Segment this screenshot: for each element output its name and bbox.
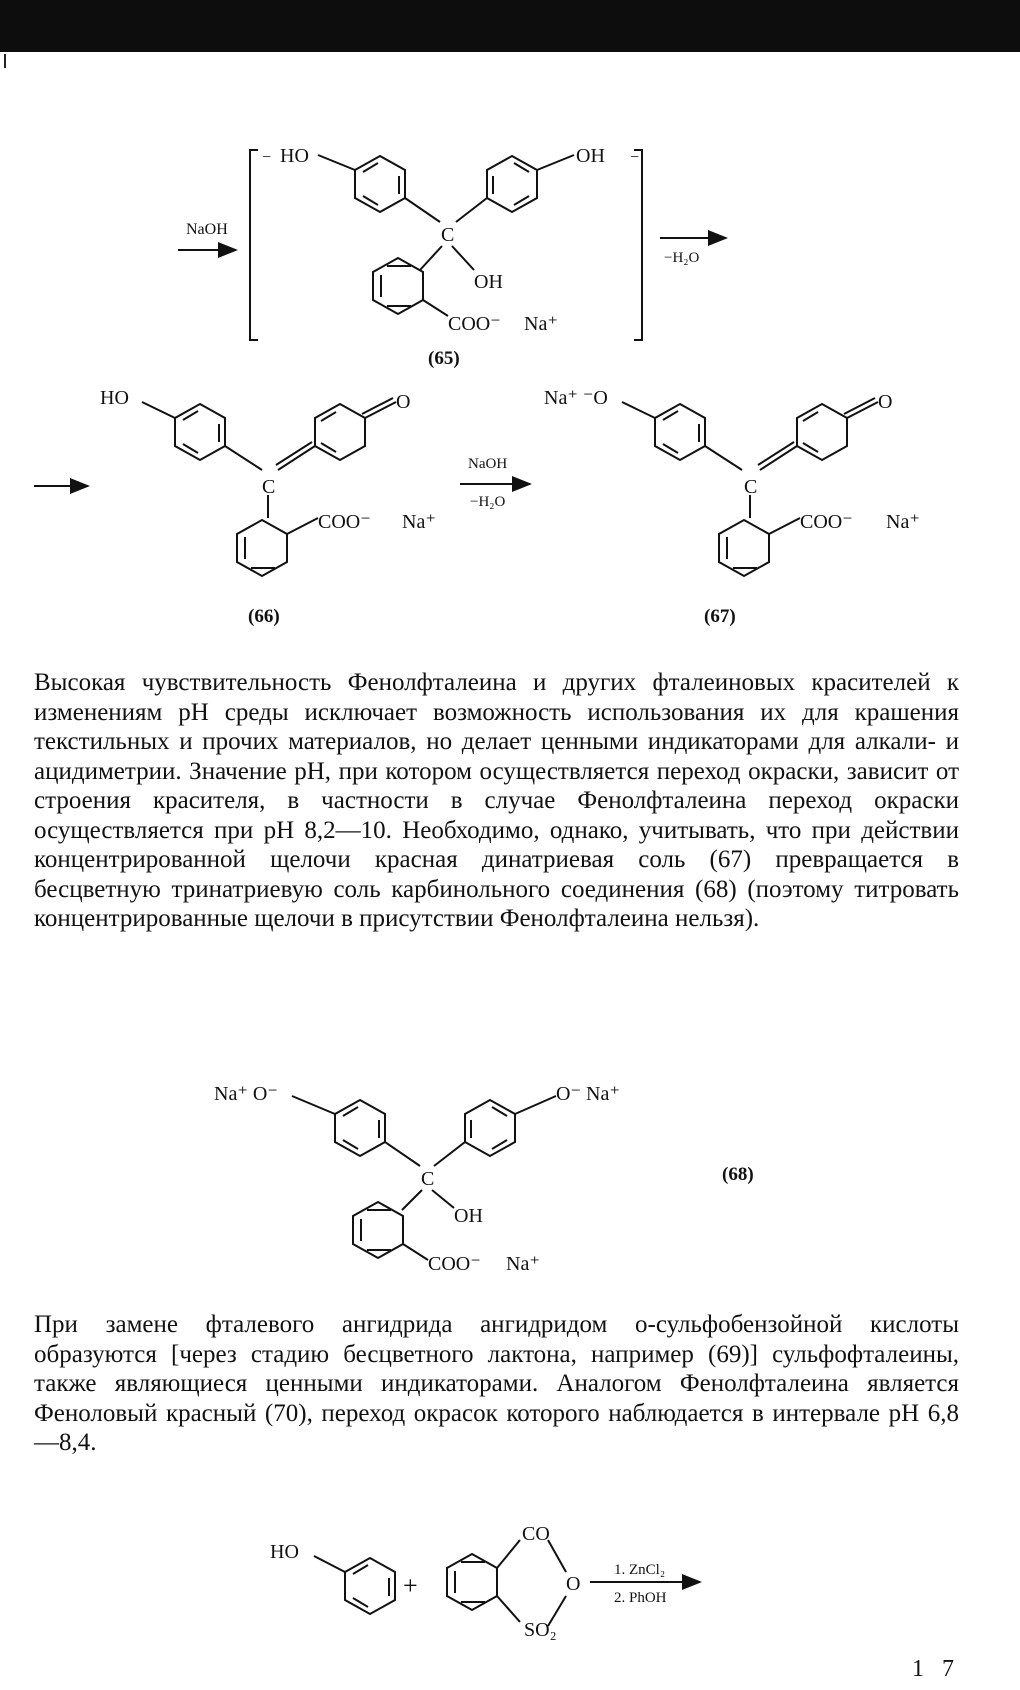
bracket-charge-right: − (630, 149, 640, 166)
label-67-c: C (744, 476, 758, 498)
reagent-mid-naoh: NaOH (468, 456, 508, 472)
bracket-charge-left: − (262, 149, 272, 166)
label-67-coo: COO⁻ (800, 511, 853, 533)
page-number: 1 7 (912, 1656, 960, 1682)
compound-68-labels (214, 1083, 754, 1275)
label-ho: HO (280, 145, 309, 167)
label-na: Na⁺ (524, 313, 558, 335)
label-coo: COO⁻ (448, 313, 501, 335)
label-66-coo: COO⁻ (318, 511, 371, 533)
label-central-c: C (441, 224, 455, 246)
compound-68-number: (68) (722, 1164, 754, 1185)
label-66-c: C (262, 476, 276, 498)
label-66-na: Na⁺ (402, 511, 436, 533)
reagent-mid-minus-water: −H₂O (470, 494, 506, 510)
compound-67-number: (67) (704, 606, 736, 627)
label-carbinol-oh: OH (474, 271, 503, 293)
label-co: CO (522, 1523, 550, 1545)
label-67-na: Na⁺ (886, 511, 920, 533)
label-68-coo: COO⁻ (428, 1253, 481, 1275)
label-oh: OH (576, 145, 605, 167)
label-68-c: C (421, 1168, 435, 1190)
scheme-bottom-structures (314, 1540, 700, 1626)
reagent-minus-water: −H₂O (664, 250, 700, 266)
paragraph-indicators: Высокая чувствительность Фенолфталеина и других фталеиновых красителей к изменениям рН среды исключает возможность использования их для крашения текстильных и прочих материалов, но делает ценными индикаторами для алкали- и ацидиметрии. Значение рН, при котором осуществляется переход окраски, зависит от строения красителя, в частности в случае Фенолфталеина переход окраски осуществляется при рН 8,2—10. Необходимо, однако, учитывать, что при действии концентрированной щелочи красная динатриевая соль (67) превращается в бесцветную тринатриевую соль карбинольного соединения (68) (поэтому титровать концентрированные щелочи в присутствии Фенолфталеина нельзя). (34, 669, 959, 932)
reagent-naoh: NaOH (186, 221, 228, 238)
label-67-na-o: Na⁺ ⁻O (544, 387, 608, 409)
compound-65-number: (65) (428, 348, 460, 369)
label-so2: SO₂ (524, 1619, 557, 1641)
compound-66-number: (66) (248, 606, 280, 627)
label-68-left: Na⁺ O⁻ (214, 1083, 278, 1105)
step-phoh: 2. PhOH (614, 1590, 667, 1606)
label-68-na: Na⁺ (506, 1253, 540, 1275)
label-68-oh: OH (454, 1205, 483, 1227)
label-68-right: O⁻ Na⁺ (556, 1083, 620, 1105)
label-67-o: O (878, 391, 893, 413)
paragraph-sulfophthaleins: При замене фталевого ангидрида ангидридом о-сульфобензойной кислоты образуются [через стадию бесцветного лактона, например (69)] сульфофталеины, также являющиеся ценными индикаторами. Аналогом Фенолфталеина является Феноловый красный (70), переход окрасок которого наблюдается в интервале рН 6,8—8,4. (34, 1311, 959, 1456)
label-ring-o: O (566, 1573, 581, 1595)
scheme-top-labels (186, 145, 700, 369)
label-plus: + (403, 1571, 418, 1600)
step-zncl2: 1. ZnCl₂ (614, 1562, 666, 1578)
label-66-ho: HO (100, 387, 129, 409)
label-phenol-ho: HO (270, 1541, 299, 1563)
label-66-o: O (396, 391, 411, 413)
